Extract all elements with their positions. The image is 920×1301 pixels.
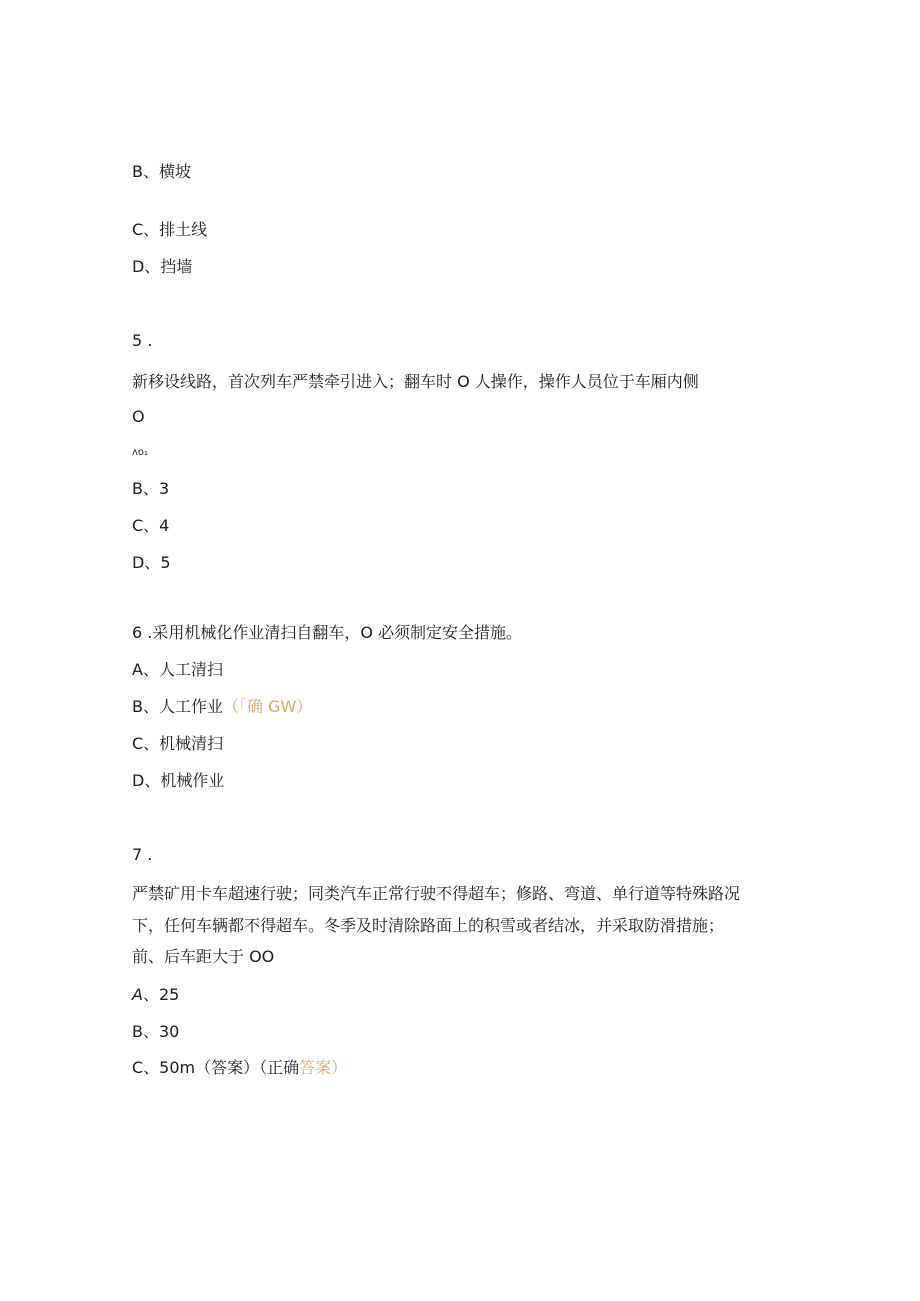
q7-stem-line2: 下，任何车辆都不得超车。冬季及时清除路面上的积雪或者结冰，并采取防滑措施； (132, 916, 725, 935)
q5-stem-continuation: O (132, 407, 145, 426)
q4-option-b: B、横坡 (132, 162, 191, 181)
q6-option-a: A、人工清扫 (132, 660, 223, 679)
q5-option-c: C、4 (132, 516, 170, 535)
q4-option-d: D、挡墙 (132, 257, 193, 276)
q5-option-b: B、3 (132, 479, 170, 498)
q6-option-b-text: B、人工作业 (132, 697, 223, 716)
q7-option-c-note: 答案） (299, 1058, 348, 1077)
q6-option-b-note: （「确 GW） (222, 697, 313, 716)
q7-option-a-letter: A (132, 985, 143, 1004)
q6-option-b (132, 697, 312, 717)
q7-option-b: B、30 (132, 1022, 180, 1041)
q7-option-c (132, 1058, 347, 1078)
q6-option-c: C、机械清扫 (132, 734, 224, 753)
q6-option-d: D、机械作业 (132, 771, 225, 790)
q6-stem: 6 .采用机械化作业清扫自翻车，O 必须制定安全措施。 (132, 623, 523, 642)
q5-option-a-garbled: ʌo₁ (132, 447, 149, 458)
q7-stem-line3: 前、后车距大于 OO (132, 947, 275, 966)
q7-option-a (132, 985, 179, 1005)
q7-option-a-value: 、25 (142, 985, 180, 1004)
q7-number: 7 . (132, 845, 153, 864)
q5-number: 5 . (132, 331, 153, 350)
q5-stem: 新移设线路，首次列车严禁牵引进入；翻车时 O 人操作，操作人员位于车厢内侧 (132, 372, 699, 391)
q7-stem-line1: 严禁矿用卡车超速行驶；同类汽车正常行驶不得超车；修路、弯道、单行道等特殊路况 (132, 884, 741, 903)
q7-option-c-text: C、50m（答案）（正确 (132, 1058, 300, 1077)
q4-option-c: C、排土线 (132, 220, 208, 239)
q5-option-d: D、5 (132, 553, 171, 572)
